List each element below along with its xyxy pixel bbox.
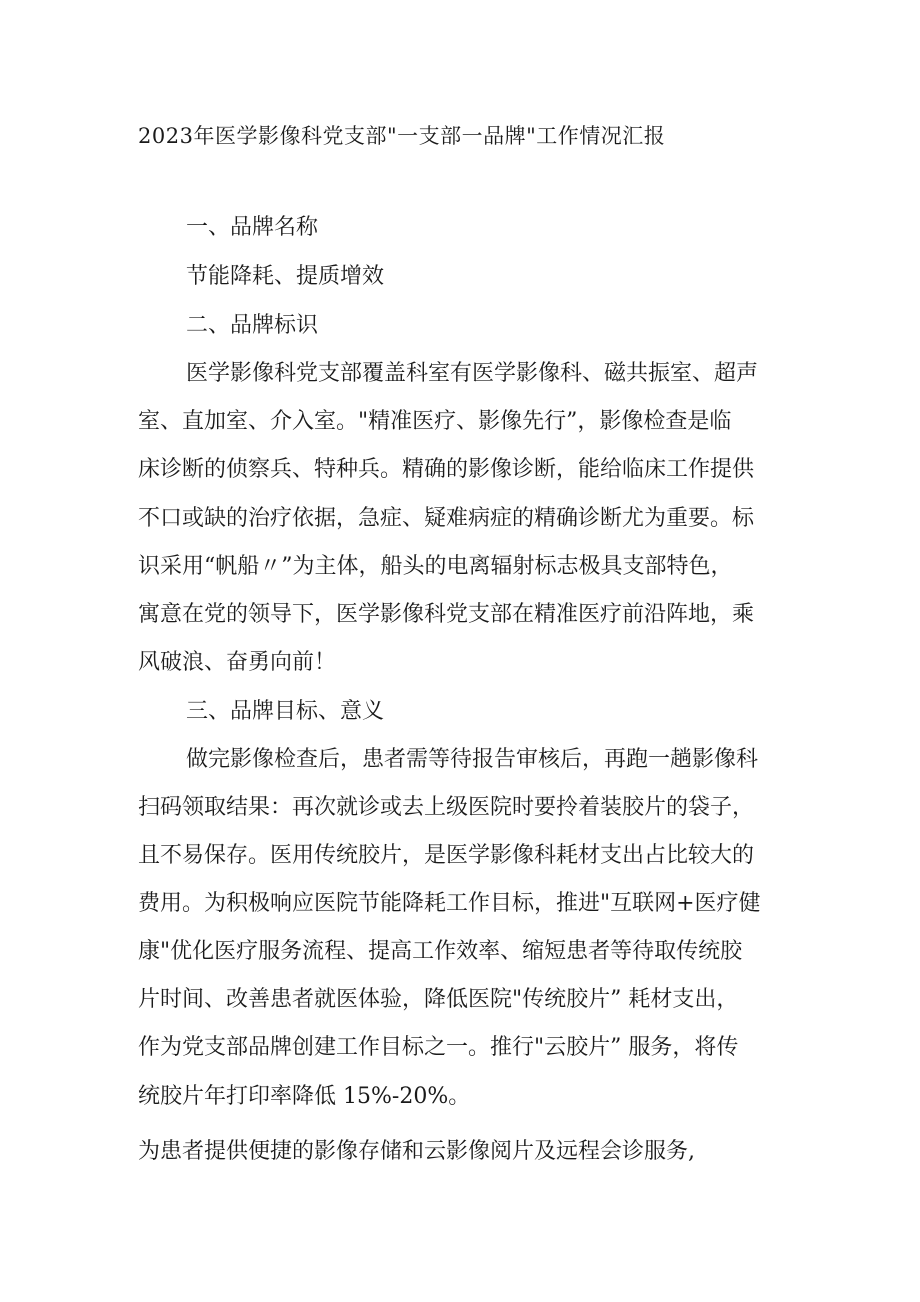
paragraph-line: 扫码领取结果：再次就诊或去上级医院时要拎着装胶片的袋子， xyxy=(138,795,755,820)
paragraph-line: 为患者提供便捷的影像存储和云影像阅片及远程会诊服务, xyxy=(138,1139,695,1164)
paragraph-line: 室、直加室、介入室。"精准医疗、影像先行”，影像检查是临 xyxy=(138,409,732,434)
paragraph-line: 风破浪、奋勇向前！ xyxy=(138,650,337,675)
section-heading-brand-name: 一、品牌名称 xyxy=(186,215,319,240)
paragraph-line: 统胶片年打印率降低 15%-20%。 xyxy=(138,1084,471,1109)
section-heading-brand-logo: 二、品牌标识 xyxy=(186,313,319,338)
paragraph-line: 康"优化医疗服务流程、提高工作效率、缩短患者等待取传统胶 xyxy=(138,939,743,964)
paragraph-line: 识采用“帆船〃”为主体，船头的电离辐射标志极具支部特色， xyxy=(138,554,733,579)
paragraph-line: 节能降耗、提质增效 xyxy=(186,264,385,289)
paragraph-line: 费用。为积极响应医院节能降耗工作目标，推进"互联网+医疗健 xyxy=(138,891,761,916)
paragraph-line: 医学影像科党支部覆盖科室有医学影像科、磁共振室、超声 xyxy=(186,361,759,386)
section-heading-brand-goals: 三、品牌目标、意义 xyxy=(186,699,385,724)
paragraph-line: 做完影像检查后，患者需等待报告审核后，再跑一趟影像科 xyxy=(186,747,759,772)
paragraph-line: 且不易保存。医用传统胶片，是医学影像科耗材支出占比较大的 xyxy=(138,843,755,868)
paragraph-line: 寓意在党的领导下，医学影像科党支部在精准医疗前沿阵地，乘 xyxy=(138,602,755,627)
document-title: 2023年医学影像科党支部"一支部一品牌"工作情况汇报 xyxy=(138,124,666,148)
paragraph-line: 片时间、改善患者就医体验，降低医院"传统胶片” 耗材支出， xyxy=(138,987,739,1012)
paragraph-line: 作为党支部品牌创建工作目标之一。推行"云胶片” 服务，将传 xyxy=(138,1035,739,1060)
paragraph-line: 不口或缺的治疗依据，急症、疑难病症的精确诊断尤为重要。标 xyxy=(138,506,755,531)
paragraph-line: 床诊断的侦察兵、特种兵。精确的影像诊断，能给临床工作提供 xyxy=(138,457,755,482)
